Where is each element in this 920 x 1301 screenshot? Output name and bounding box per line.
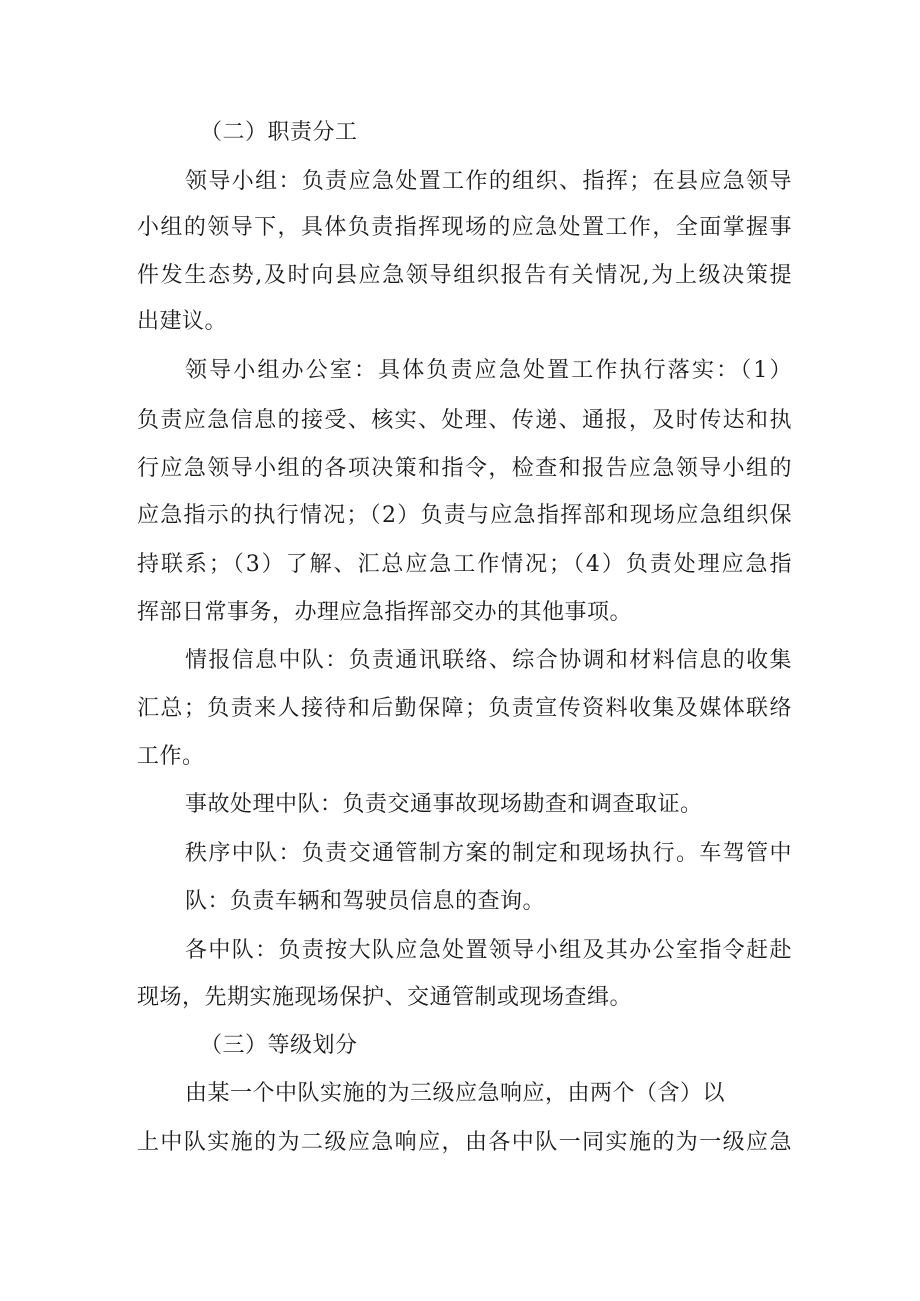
paragraph-line: 队：负责车辆和驾驶员信息的查询。 bbox=[185, 889, 546, 914]
paragraph-line: 情报信息中队：负责通讯联络、综合协调和材料信息的收集 bbox=[185, 648, 792, 673]
paragraph-line: 各中队：负责按大队应急处置领导小组及其办公室指令赶赴 bbox=[185, 938, 792, 963]
paragraph-line: 领导小组办公室：具体负责应急处置工作执行落实：（1） bbox=[185, 358, 792, 383]
paragraph-line: 行应急领导小组的各项决策和指令，检查和报告应急领导小组的 bbox=[137, 456, 792, 481]
paragraph-line: 负责应急信息的接受、核实、处理、传递、通报，及时传达和执 bbox=[137, 408, 792, 433]
paragraph-line: 由某一个中队实施的为三级应急响应，由两个（含）以 bbox=[185, 1081, 726, 1106]
paragraph-line: 秩序中队：负责交通管制方案的制定和现场执行。车驾管中 bbox=[185, 841, 792, 866]
section-heading-levels: （三）等级划分 bbox=[200, 1033, 358, 1058]
paragraph-line: 持联系；（3）了解、汇总应急工作情况；（4）负责处理应急指 bbox=[137, 552, 792, 577]
paragraph-line: 出建议。 bbox=[137, 309, 228, 334]
paragraph-line: 领导小组：负责应急处置工作的组织、指挥；在县应急领导 bbox=[185, 169, 792, 194]
paragraph-line: 工作。 bbox=[137, 744, 205, 769]
paragraph-line: 现场，先期实施现场保护、交通管制或现场查缉。 bbox=[137, 985, 633, 1010]
paragraph-line: 汇总；负责来人接待和后勤保障；负责宣传资料收集及媒体联络 bbox=[137, 696, 792, 721]
paragraph-line: 应急指示的执行情况；（2）负责与应急指挥部和现场应急组织保 bbox=[137, 503, 792, 528]
paragraph-line: 上中队实施的为二级应急响应，由各中队一同实施的为一级应急 bbox=[137, 1130, 792, 1155]
paragraph-line: 事故处理中队：负责交通事故现场勘查和调查取证。 bbox=[185, 792, 703, 817]
paragraph-line: 小组的领导下，具体负责指挥现场的应急处置工作，全面掌握事 bbox=[137, 215, 792, 240]
paragraph-line: 挥部日常事务，办理应急指挥部交办的其他事项。 bbox=[137, 600, 633, 625]
section-heading-responsibilities: （二）职责分工 bbox=[200, 120, 358, 145]
paragraph-line: 件发生态势,及时向县应急领导组织报告有关情况,为上级决策提 bbox=[137, 263, 792, 288]
